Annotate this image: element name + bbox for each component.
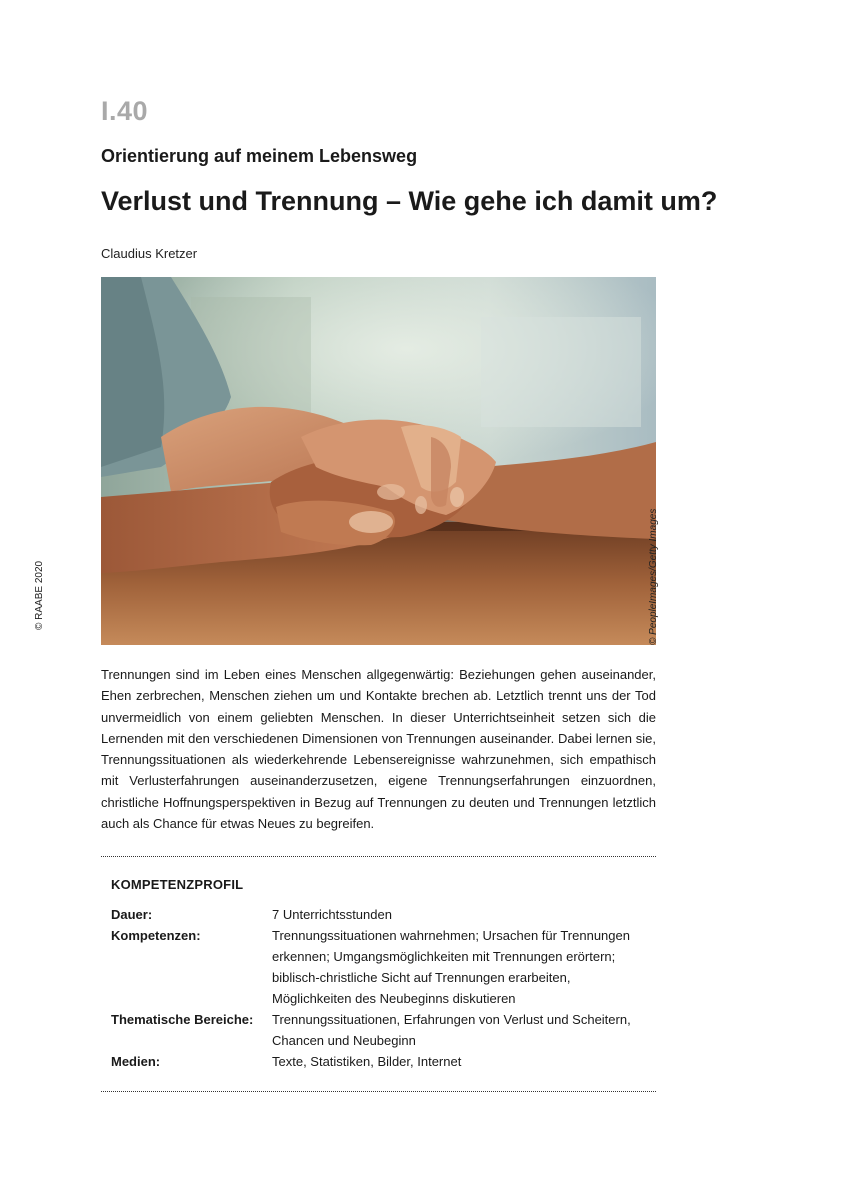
profile-label: Kompetenzen:	[111, 928, 201, 943]
author-name: Claudius Kretzer	[101, 246, 198, 261]
section-number: I.40	[101, 96, 149, 126]
intro-paragraph: Trennungen sind im Leben eines Menschen allgegenwärtig: Beziehungen gehen auseinander, Ehen zerbrechen, Menschen ziehen um und Kontakte brechen ab. Letztlich trennt uns der Tod unvermeidlich von einem geliebten Menschen. In dieser Unterrichtseinheit setzen sich die Lernenden mit den verschiedenen Dimensionen von Trennungen auseinander. Dabei lernen sie, Trennungssituationen als wiederkehrende Lebensereignisse wahrzunehmen, sich empathisch mit Verlusterfahrungen auseinanderzusetzen, eigene Trennungserfahrungen einzuordnen, christliche Hoffnungsperspektiven in Bezug auf Trennungen zu deuten und Trennungen letztlich auch als Chance für etwas Neues zu begreifen.	[101, 667, 656, 832]
page-title: Verlust und Trennung – Wie gehe ich damit um?	[101, 186, 718, 216]
hands-photo	[101, 277, 656, 645]
divider-bottom	[101, 1091, 656, 1092]
unit-subtitle: Orientierung auf meinem Lebensweg	[101, 146, 418, 166]
profile-value: Trennungssituationen wahrnehmen; Ursachen für Trennungen erkennen; Umgangsmöglichkeiten mit Trennungen erörtern; biblisch-christliche Sicht auf Trennungen erarbeiten, Möglichkeiten des Neubeginns diskutieren	[272, 928, 630, 1006]
divider-top	[101, 856, 656, 857]
profile-label: Thematische Bereiche:	[111, 1012, 254, 1027]
profile-title: KOMPETENZPROFIL	[111, 877, 244, 892]
profile-label: Dauer:	[111, 907, 153, 922]
profile-value: Texte, Statistiken, Bilder, Internet	[272, 1054, 462, 1069]
photo-credit: © PeopleImages/Getty Images	[648, 508, 659, 645]
copyright-notice: © RAABE 2020	[34, 560, 45, 630]
profile-value: 7 Unterrichtsstunden	[272, 907, 392, 922]
profile-label: Medien:	[111, 1054, 161, 1069]
profile-value: Trennungssituationen, Erfahrungen von Verlust und Scheitern, Chancen und Neubeginn	[272, 1012, 631, 1048]
